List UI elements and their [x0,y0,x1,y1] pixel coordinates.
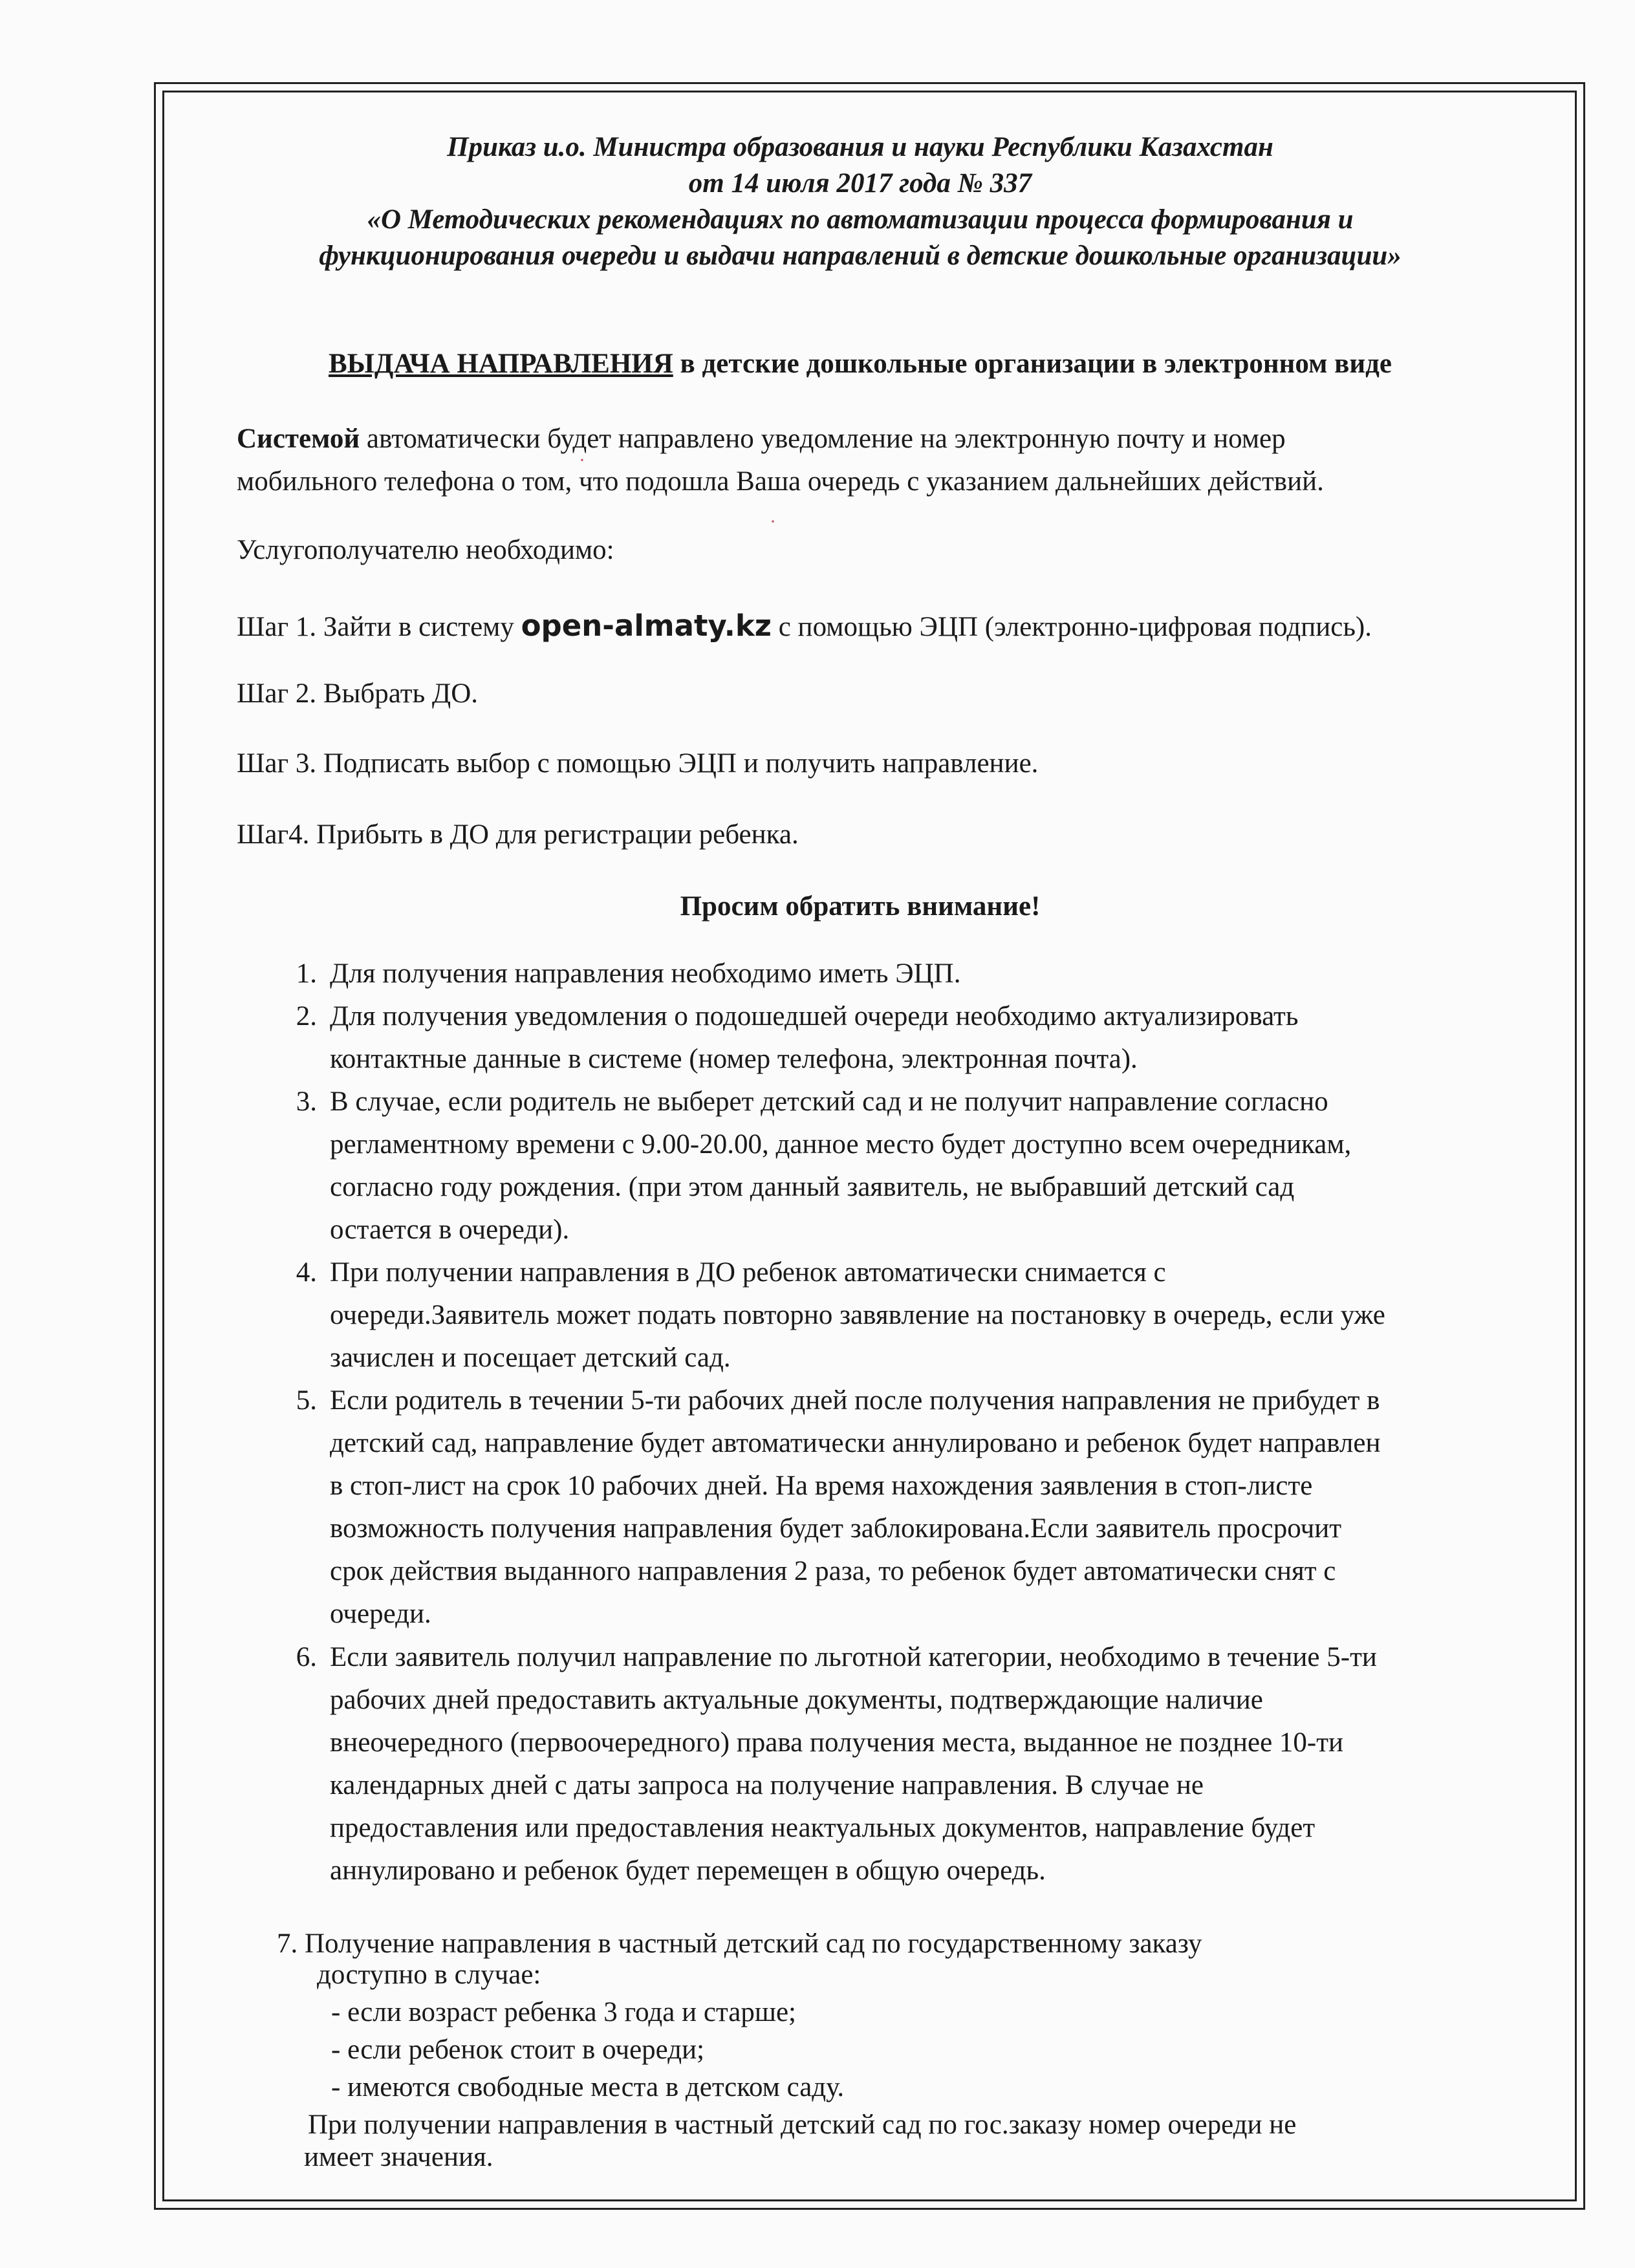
header-line-3: «О Методических рекомендациях по автоматизации процесса формирования и [367,204,1354,235]
step-1-text-b: с помощью ЭЦП (электронно-цифровая подпись). [771,612,1372,642]
list-item-number: 4. [296,1257,317,1288]
section-title-rest: в детские дошкольные организации в электронном виде [673,349,1392,379]
list-item-line: предоставления или предоставления неактуальных документов, направление будет [330,1813,1316,1843]
list-item-line: срок действия выданного направления 2 раза, то ребенок будет автоматически снят с [330,1556,1336,1586]
step-1 [237,605,1372,649]
step-2: Шаг 2. Выбрать ДО. [237,678,479,709]
ink-mark: · [579,449,585,471]
item-7-bullet-3: - имеются свободные места в детском саду. [331,2072,845,2102]
list-item-line: зачислен и посещает детский сад. [330,1343,731,1373]
item-7-bullet-2: - если ребенок стоит в очереди; [331,2035,705,2065]
list-item-number: 1. [296,958,317,989]
list-item-line: регламентному времени с 9.00-20.00, данное место будет доступно всем очередникам, [330,1129,1352,1160]
list-item-line: Если заявитель получил направление по льготной категории, необходимо в течение 5-ти [330,1642,1377,1672]
list-item-line: рабочих дней предоставить актуальные документы, подтверждающие наличие [330,1685,1263,1715]
list-item-line: календарных дней с даты запроса на получение направления. В случае не [330,1770,1204,1800]
list-item-line: Для получения уведомления о подошедшей очереди необходимо актуализировать [330,1001,1299,1031]
list-item-line: очереди.Заявитель может подать повторно завявление на постановку в очередь, если уже [330,1300,1385,1330]
attention-heading: Просим обратить внимание! [680,891,1041,922]
step-4: Шаг4. Прибыть в ДО для регистрации ребенка. [237,819,799,850]
list-item-line: в стоп-лист на срок 10 рабочих дней. На время нахождения заявления в стоп-листе [330,1471,1313,1501]
list-item-line: В случае, если родитель не выберет детский сад и не получит направление согласно [330,1086,1328,1117]
header-line-2: от 14 июля 2017 года № 337 [688,168,1032,199]
list-item-line: контактные данные в системе (номер телефона, электронная почта). [330,1044,1138,1074]
list-item-line: Для получения направления необходимо иметь ЭЦП. [330,958,961,989]
header-line-4: функционирования очереди и выдачи направлений в детские дошкольные организации» [319,241,1402,271]
step-1-text-a: Шаг 1. Зайти в систему [237,612,521,642]
section-title [194,348,1526,380]
list-item-number: 2. [296,1001,317,1031]
item-7-line-1: 7. Получение направления в частный детский сад по государственному заказу [277,1928,1202,1959]
intro-line-1 [237,418,1286,460]
item-7-bullet-1: - если возраст ребенка 3 года и старше; [331,1997,796,2027]
item-7-note-line-2: имеет значения. [304,2142,493,2172]
list-item-line: аннулировано и ребенок будет перемещен в общую очередь. [330,1855,1046,1886]
list-item-line: Если родитель в течении 5-ти рабочих дней после получения направления не прибудет в [330,1385,1380,1416]
list-item-line: согласно году рождения. (при этом данный заявитель, не выбравший детский сад [330,1172,1295,1202]
list-item-line: детский сад, направление будет автоматически аннулировано и ребенок будет направлен [330,1428,1381,1458]
intro-line-1-text: автоматически будет направлено уведомление на электронную почту и номер [360,424,1286,454]
header-line-1: Приказ и.о. Министра образования и науки Республики Казахстан [447,132,1273,162]
list-item-line: возможность получения направления будет заблокирована.Если заявитель просрочит [330,1513,1342,1544]
list-item-line: остается в очереди). [330,1215,570,1245]
service-recipient-line: Услугополучателю необходимо: [237,535,614,565]
ink-mark: · [770,511,776,532]
item-7-line-2: доступно в случае: [317,1960,541,1990]
list-item-line: очереди. [330,1599,431,1629]
order-header [194,129,1526,274]
intro-bold-word: Системой [237,424,360,454]
list-item-number: 6. [296,1642,317,1672]
list-item-number: 3. [296,1086,317,1117]
list-item-line: При получении направления в ДО ребенок автоматически снимается с [330,1257,1166,1288]
list-item-number: 5. [296,1385,317,1416]
section-title-underlined: ВЫДАЧА НАПРАВЛЕНИЯ [329,349,673,379]
intro-line-2: мобильного телефона о том, что подошла Ваша очередь с указанием дальнейших действий. [237,466,1324,497]
list-item-line: внеочередного (первоочередного) права получения места, выданное не позднее 10-ти [330,1727,1344,1758]
site-link[interactable]: open-almaty.kz [521,609,772,643]
item-7-note-line-1: При получении направления в частный детский сад по гос.заказу номер очереди не [308,2110,1297,2140]
step-3: Шаг 3. Подписать выбор с помощью ЭЦП и получить направление. [237,748,1039,779]
